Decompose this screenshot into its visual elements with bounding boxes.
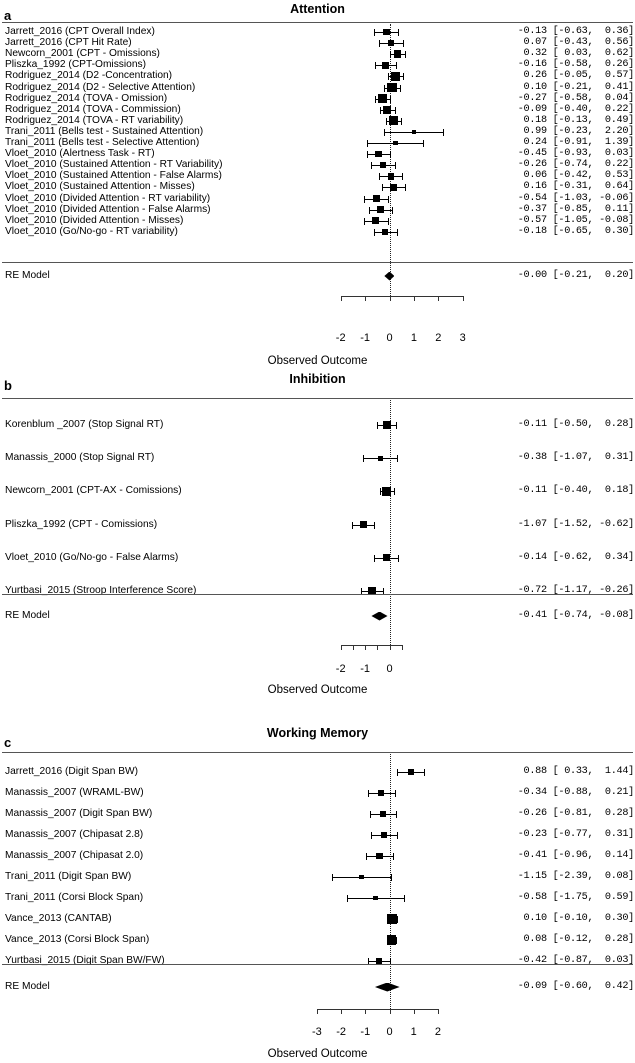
confidence-interval-cap-left xyxy=(370,811,371,818)
effect-size-value: 0.06 [-0.42, 0.53] xyxy=(517,170,634,182)
panel-letter-a: a xyxy=(4,8,12,23)
study-label: Trani_2011 (Bells test - Selective Attention) xyxy=(5,137,200,148)
panel-bottom-rule xyxy=(2,964,633,965)
effect-size-value: 0.08 [-0.12, 0.28] xyxy=(517,934,634,945)
effect-size-value: -0.38 [-1.07, 0.31] xyxy=(517,452,634,464)
effect-size-value: -0.09 [-0.40, 0.22] xyxy=(517,103,634,115)
study-label: Manassis_2007 (WRAML-BW) xyxy=(5,787,144,798)
study-label: Manassis_2007 (Chipasat 2.0) xyxy=(5,850,144,861)
effect-size-marker xyxy=(378,790,384,796)
x-axis-title: Observed Outcome xyxy=(267,684,368,696)
panel-top-rule xyxy=(2,752,633,753)
effect-size-marker xyxy=(376,853,382,859)
effect-size-value: -0.11 [-0.40, 0.18] xyxy=(517,485,634,497)
x-axis-title: Observed Outcome xyxy=(267,1048,368,1060)
confidence-interval-cap-right xyxy=(404,895,405,902)
confidence-interval-cap-right xyxy=(396,811,397,818)
effect-size-value: -0.23 [-0.77, 0.31] xyxy=(517,829,634,840)
study-label: Manassis_2000 (Stop Signal RT) xyxy=(5,452,155,464)
confidence-interval-cap-left xyxy=(371,832,372,839)
study-label: Vance_2013 (CANTAB) xyxy=(5,913,112,924)
effect-size-value: -0.45 [-0.93, 0.03] xyxy=(517,148,634,160)
x-axis-tick xyxy=(341,1009,342,1014)
effect-size-value: -0.16 [-0.58, 0.26] xyxy=(517,59,634,71)
study-label: Pliszka_1992 (CPT-Omissions) xyxy=(5,59,146,71)
study-label: Rodriguez_2014 (TOVA - Commission) xyxy=(5,103,181,115)
effect-size-value: -1.15 [-2.39, 0.08] xyxy=(517,871,634,882)
panel-title-c: Working Memory xyxy=(266,726,369,740)
effect-size-value: 0.32 [ 0.03, 0.62] xyxy=(517,48,634,60)
x-axis-tick xyxy=(317,1009,318,1014)
effect-size-value: -0.26 [-0.81, 0.28] xyxy=(517,808,634,819)
effect-size-marker xyxy=(380,811,386,817)
effect-size-value: 0.16 [-0.31, 0.64] xyxy=(517,181,634,193)
x-axis-tick-label: -3 xyxy=(312,1026,322,1038)
effect-size-value: 0.26 [-0.05, 0.57] xyxy=(517,70,634,82)
study-label: Trani_2011 (Digit Span BW) xyxy=(5,871,132,882)
summary-label: RE Model xyxy=(5,270,50,281)
effect-size-value: 0.10 [-0.10, 0.30] xyxy=(517,913,634,924)
effect-size-marker xyxy=(387,914,396,923)
study-label: Manassis_2007 (Chipasat 2.8) xyxy=(5,829,144,840)
x-axis-tick-label: 1 xyxy=(410,1026,417,1038)
effect-size-value: -0.58 [-1.75, 0.59] xyxy=(517,892,634,903)
study-label: Vloet_2010 (Sustained Attention - False Alarms) xyxy=(5,170,222,182)
study-label: Rodriguez_2014 (D2 -Concentration) xyxy=(5,70,173,82)
summary-value: -0.00 [-0.21, 0.20] xyxy=(517,270,634,281)
x-axis-tick-label: 3 xyxy=(459,332,466,344)
study-label: Jarrett_2016 (CPT Hit Rate) xyxy=(5,37,132,49)
x-axis-line xyxy=(317,1009,438,1010)
confidence-interval-cap-left xyxy=(368,790,369,797)
study-label: Vance_2013 (Corsi Block Span) xyxy=(5,934,150,945)
effect-size-value: -0.54 [-1.03, -0.06] xyxy=(517,192,634,204)
summary-value: -0.09 [-0.60, 0.42] xyxy=(517,981,634,992)
panel-title-b: Inhibition xyxy=(289,372,346,386)
effect-size-value: -0.18 [-0.65, 0.30] xyxy=(517,225,634,237)
x-axis-tick-label: -2 xyxy=(335,663,346,675)
effect-size-value: 0.10 [-0.21, 0.41] xyxy=(517,81,634,93)
effect-size-value: -1.07 [-1.52, -0.62] xyxy=(517,518,634,530)
study-label: Newcorn_2001 (CPT - Omissions) xyxy=(5,48,160,60)
x-axis-tick-label: -2 xyxy=(335,332,346,344)
study-label: Rodriguez_2014 (TOVA - RT variability) xyxy=(5,114,184,126)
study-label: Vloet_2010 (Divided Attention - RT variability) xyxy=(5,192,211,204)
study-label: Vloet_2010 (Go/No-go - RT variability) xyxy=(5,225,178,237)
x-axis-tick-label: -1 xyxy=(360,332,370,344)
x-axis-tick xyxy=(365,1009,366,1014)
x-axis-tick-label: 0 xyxy=(386,1026,393,1038)
summary-label: RE Model xyxy=(5,981,50,992)
effect-size-value: 0.18 [-0.13, 0.49] xyxy=(517,114,634,126)
study-label: Pliszka_1992 (CPT - Comissions) xyxy=(5,518,158,530)
study-label: Trani_2011 (Bells test - Sustained Attention) xyxy=(5,125,204,137)
effect-size-value: -0.42 [-0.87, 0.03] xyxy=(517,955,634,966)
effect-size-value: -0.13 [-0.63, 0.36] xyxy=(517,26,634,37)
study-label: Yurtbasi_2015 (Stroop Interference Score) xyxy=(5,585,197,596)
x-axis-tick-label: -2 xyxy=(336,1026,346,1038)
study-label: Vloet_2010 (Divided Attention - Misses) xyxy=(5,214,184,226)
study-label: Trani_2011 (Corsi Block Span) xyxy=(5,892,144,903)
panel-title-a: Attention xyxy=(290,2,345,16)
effect-size-value: -0.41 [-0.96, 0.14] xyxy=(517,850,634,861)
study-label: Jarrett_2016 (CPT Overall Index) xyxy=(5,26,155,37)
study-label: Vloet_2010 (Sustained Attention - Misses) xyxy=(5,181,195,193)
study-label: Jarrett_2016 (Digit Span BW) xyxy=(5,766,139,777)
confidence-interval-cap-right xyxy=(396,937,397,944)
summary-label: RE Model xyxy=(5,610,50,621)
summary-diamond xyxy=(375,983,400,992)
confidence-interval-cap-right xyxy=(391,874,392,881)
effect-size-value: -0.57 [-1.05, -0.08] xyxy=(517,214,634,226)
x-axis-tick-label: -1 xyxy=(360,1026,371,1038)
x-axis-tick-label: 0 xyxy=(386,332,393,344)
effect-size-value: 0.24 [-0.91, 1.39] xyxy=(517,137,634,148)
effect-size-marker xyxy=(376,958,382,964)
effect-size-value: 0.88 [ 0.33, 1.44] xyxy=(517,766,634,777)
x-axis-tick xyxy=(414,1009,415,1014)
study-label: Rodriguez_2014 (D2 - Selective Attention) xyxy=(5,81,196,93)
study-label: Newcorn_2001 (CPT-AX - Comissions) xyxy=(5,485,182,497)
effect-size-value: -0.37 [-0.85, 0.11] xyxy=(517,203,634,215)
study-label: Yurtbasi_2015 (Digit Span BW/FW) xyxy=(5,955,165,966)
x-axis-tick-label: 1 xyxy=(410,332,417,344)
study-label: Vloet_2010 (Sustained Attention - RT Variability) xyxy=(5,159,223,171)
effect-size-marker xyxy=(373,896,378,901)
effect-size-value: -0.72 [-1.17, -0.26] xyxy=(517,585,634,596)
x-axis-tick xyxy=(390,1009,391,1014)
effect-size-value: -0.34 [-0.88, 0.21] xyxy=(517,787,634,798)
confidence-interval-cap-right xyxy=(395,790,396,797)
x-axis-tick xyxy=(438,1009,439,1014)
panel-letter-c: c xyxy=(4,735,12,750)
study-label: Vloet_2010 (Divided Attention - False Alarms) xyxy=(5,203,211,215)
x-axis-title: Observed Outcome xyxy=(267,355,368,367)
confidence-interval-cap-right xyxy=(424,769,425,776)
x-axis-tick-label: 2 xyxy=(435,332,442,344)
effect-size-value: -0.11 [-0.50, 0.28] xyxy=(517,419,634,430)
confidence-interval-cap-right xyxy=(393,853,394,860)
effect-size-marker xyxy=(359,875,364,880)
effect-size-value: 0.99 [-0.23, 2.20] xyxy=(517,125,634,137)
effect-size-marker xyxy=(381,832,387,838)
effect-size-value: 0.07 [-0.43, 0.56] xyxy=(517,37,634,49)
confidence-interval-cap-right xyxy=(397,832,398,839)
study-label: Rodriguez_2014 (TOVA - Omission) xyxy=(5,92,168,104)
summary-value: -0.41 [-0.74, -0.08] xyxy=(517,610,634,621)
confidence-interval-cap-left xyxy=(332,874,333,881)
study-label: Vloet_2010 (Alertness Task - RT) xyxy=(5,148,155,160)
effect-size-marker xyxy=(387,935,396,944)
confidence-interval-cap-right xyxy=(397,916,398,923)
effect-size-value: -0.27 [-0.58, 0.04] xyxy=(517,92,634,104)
study-label: Korenblum _2007 (Stop Signal RT) xyxy=(5,419,164,430)
effect-size-marker xyxy=(408,769,414,775)
effect-size-value: -0.14 [-0.62, 0.34] xyxy=(517,551,634,563)
study-label: Manassis_2007 (Digit Span BW) xyxy=(5,808,153,819)
confidence-interval-cap-left xyxy=(397,769,398,776)
x-axis-tick-label: 2 xyxy=(434,1026,441,1038)
confidence-interval-cap-left xyxy=(366,853,367,860)
effect-size-value: -0.26 [-0.74, 0.22] xyxy=(517,159,634,171)
confidence-interval-cap-left xyxy=(347,895,348,902)
study-label: Vloet_2010 (Go/No-go - False Alarms) xyxy=(5,551,179,563)
x-axis-tick-label: -1 xyxy=(360,663,370,675)
panel-letter-b: b xyxy=(4,378,12,393)
x-axis-tick-label: 0 xyxy=(386,663,393,675)
